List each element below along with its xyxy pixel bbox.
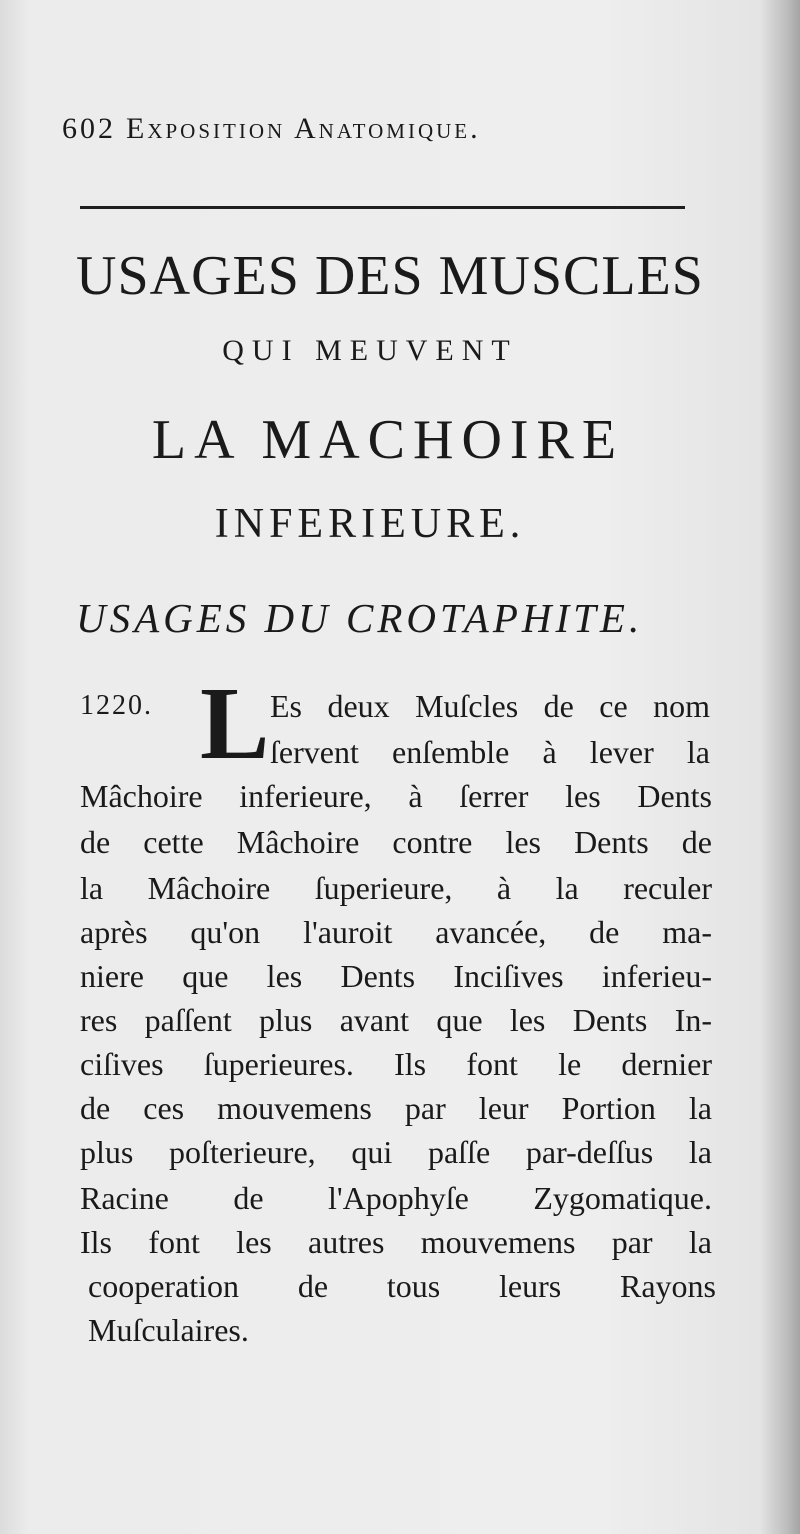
text-line: niere que les Dents Inciſives inferieu- — [80, 958, 712, 994]
page-number: 602 — [62, 112, 116, 145]
title-line-2: QUI MEUVENT — [222, 334, 518, 367]
page-gutter-shadow — [760, 0, 800, 1534]
header-rule — [80, 206, 685, 209]
title-line-3: LA MACHOIRE — [151, 409, 625, 471]
title-line-1: USAGES DES MUSCLES — [76, 245, 704, 307]
text-line: Mâchoire inferieure, à ſerrer les Dents — [80, 778, 712, 814]
text-line: Muſculaires. — [88, 1312, 249, 1348]
running-title: Exposition Anatomique. — [126, 112, 481, 145]
running-head — [62, 112, 692, 146]
text-line: Racine de l'Apophyſe Zygomatique. — [80, 1180, 712, 1216]
text-line: de cette Mâchoire contre les Dents de — [80, 824, 712, 860]
text-line: plus poſterieure, qui paſſe par-deſſus la — [80, 1134, 712, 1170]
drop-cap: L — [200, 666, 270, 781]
text-line: ſervent enſemble à lever la — [270, 734, 710, 770]
text-line: ciſives ſuperieures. Ils font le dernier — [80, 1046, 712, 1082]
text-line: cooperation de tous leurs Rayons — [88, 1268, 716, 1304]
section-heading: USAGES DU CROTAPHITE. — [76, 595, 644, 641]
text-line: de ces mouvemens par leur Portion la — [80, 1090, 712, 1126]
title-line-4: INFERIEURE. — [214, 501, 526, 547]
text-line: Es deux Muſcles de ce nom — [270, 688, 710, 724]
text-line: après qu'on l'auroit avancée, de ma- — [80, 914, 712, 950]
text-line: Ils font les autres mouvemens par la — [80, 1224, 712, 1260]
text-line: la Mâchoire ſuperieure, à la reculer — [80, 870, 712, 906]
text-line: res paſſent plus avant que les Dents In- — [80, 1002, 712, 1038]
paragraph-number: 1220. — [80, 690, 153, 721]
